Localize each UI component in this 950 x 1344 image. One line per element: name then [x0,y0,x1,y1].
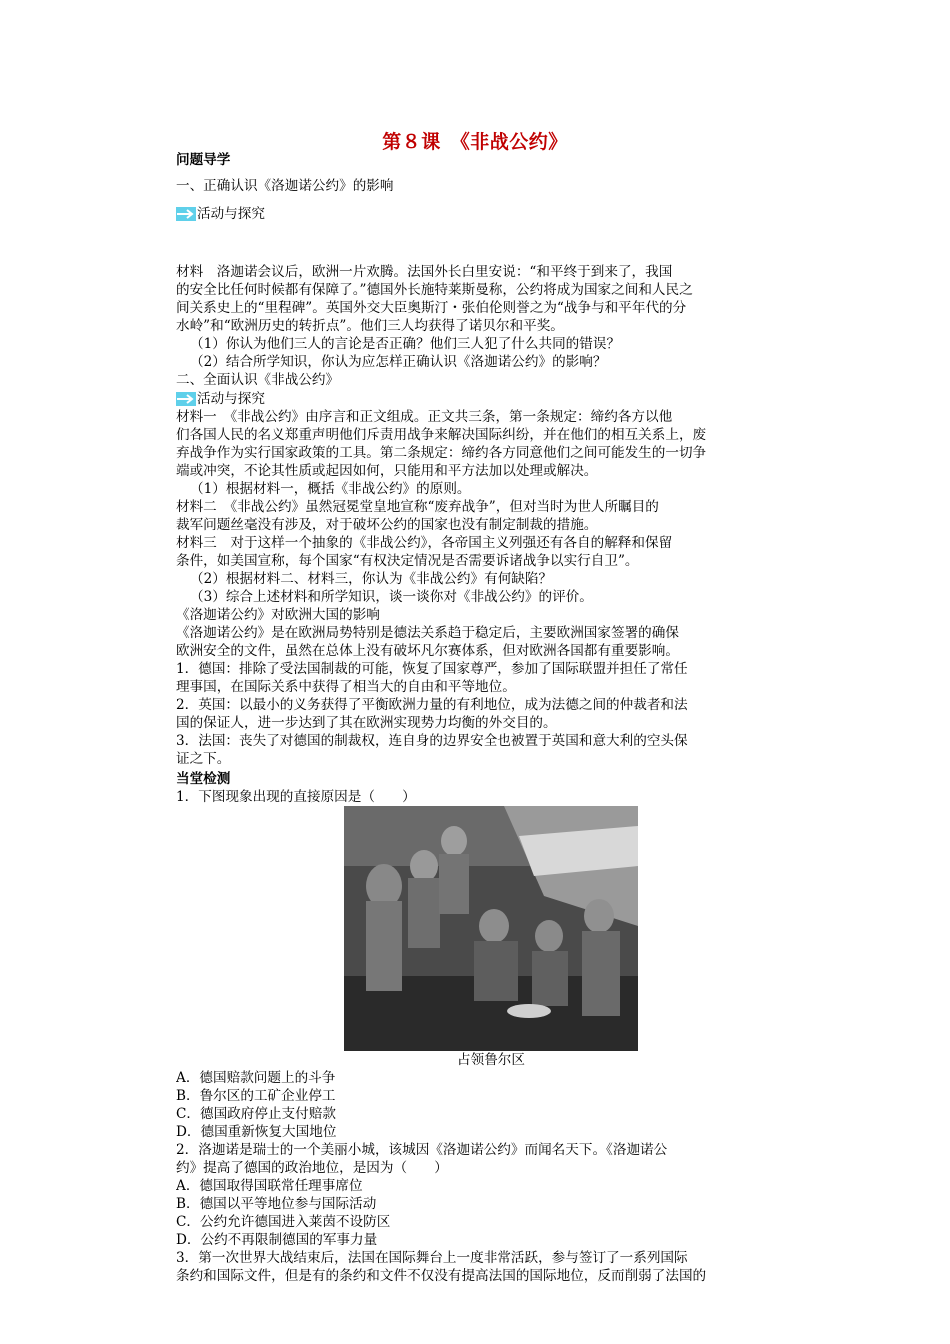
section-heading-test: 当堂检测 [176,771,231,787]
text-line: 理事国，在国际关系中获得了相当大的自由和平等地位。 [176,679,516,695]
text-line: 国的保证人，进一步达到了其在欧洲实现势力均衡的外交目的。 [176,715,557,731]
text-line: 材料三 对于这样一个抽象的《非战公约》，各帝国主义列强还有各自的解释和保留 [176,535,673,551]
occupation-photo [344,806,638,1051]
question-3-line: 3．第一次世界大战结束后，法国在国际舞台上一度非常活跃，参与签订了一系列国际 [176,1250,688,1266]
question-line: （1）你认为他们三人的言论是否正确？他们三人犯了什么共同的错误？ [190,336,621,352]
answer-option: C．公约允许德国进入莱茵不设防区 [176,1214,391,1230]
material-line: 间关系史上的“里程碑”。英国外交大臣奥斯汀・张伯伦则誉之为“战争与和平年代的分 [176,300,687,316]
text-line: 欧洲安全的文件，虽然在总体上没有破坏凡尔赛体系，但对欧洲各国都有重要影响。 [176,643,679,659]
part2-heading: 二、全面认识《非战公约》 [176,372,340,388]
text-line: 证之下。 [176,751,231,767]
question-2-line: 约》提高了德国的政治地位，是因为（ ） [176,1160,448,1176]
activity-label: 活动与探究 [197,206,265,222]
arrow-icon [176,392,196,406]
material-line: 水岭”和“欧洲历史的转折点”。他们三人均获得了诺贝尔和平奖。 [176,318,564,334]
text-line: 《洛迦诺公约》对欧洲大国的影响 [176,607,380,623]
text-line: 裁军问题丝毫没有涉及，对于破坏公约的国家也没有制定制裁的措施。 [176,517,598,533]
text-line: 端或冲突，不论其性质或起因如何，只能用和平方法加以处理或解决。 [176,463,598,479]
answer-option: D．德国重新恢复大国地位 [176,1124,337,1140]
answer-option: B．德国以平等地位参与国际活动 [176,1196,377,1212]
text-line: 2．英国：以最小的义务获得了平衡欧洲力量的有利地位，成为法德之间的仲裁者和法 [176,697,688,713]
part1-heading: 一、正确认识《洛迦诺公约》的影响 [176,178,394,194]
text-line: 《洛迦诺公约》是在欧洲局势特别是德法关系趋于稳定后，主要欧洲国家签署的确保 [176,625,679,641]
answer-option: C．德国政府停止支付赔款 [176,1106,336,1122]
answer-option: B．鲁尔区的工矿企业停工 [176,1088,336,1104]
material-line: 的安全比任何时候都有保障了。”德国外长施特莱斯曼称，公约将成为国家之间和人民之 [176,282,693,298]
question-3-line: 条约和国际文件，但是有的条约和文件不仅没有提高法国的国际地位，反而削弱了法国的 [176,1268,707,1284]
text-line: （2）根据材料二、材料三，你认为《非战公约》有何缺陷？ [190,571,553,587]
photo-caption: 占领鲁尔区 [457,1052,525,1068]
material-line: 材料 洛迦诺会议后，欧洲一片欢腾。法国外长白里安说：“和平终于到来了，我国 [176,264,673,280]
text-line: 材料二 《非战公约》虽然冠冕堂皇地宣称“废弃战争”，但对当时为世人所瞩目的 [176,499,659,515]
text-line: 1．德国：排除了受法国制裁的可能，恢复了国家尊严，参加了国际联盟并担任了常任 [176,661,688,677]
text-line: 弃战争作为实行国家政策的工具。第二条规定：缔约各方同意他们之间可能发生的一切争 [176,445,707,461]
activity-label: 活动与探究 [197,391,265,407]
answer-option: A．德国赔款问题上的斗争 [176,1070,336,1086]
text-line: 3．法国：丧失了对德国的制裁权，连自身的边界安全也被置于英国和意大利的空头保 [176,733,688,749]
text-line: 材料一 《非战公约》由序言和正文组成。正文共三条，第一条规定：缔约各方以他 [176,409,673,425]
text-line: 条件，如美国宣称，每个国家“有权決定情况是否需要诉诸战争以实行自卫”。 [176,553,639,569]
answer-option: D．公约不再限制德国的军事力量 [176,1232,378,1248]
activity-row-2 [176,390,782,408]
text-line: （1）根据材料一，概括《非战公约》的原则。 [190,481,471,497]
arrow-icon [176,207,196,221]
question-line: （2）结合所学知识，你认为应怎样正确认识《洛迦诺公约》的影响？ [190,354,607,370]
section-heading-guide: 问题导学 [176,152,231,168]
text-line: 们各国人民的名义郑重声明他们斥责用战争来解决国际纠纷，并在他们的相互关系上，废 [176,427,707,443]
question-2-line: 2．洛迦诺是瑞士的一个美丽小城，该城因《洛迦诺公约》而闻名天下。《洛迦诺公 [176,1142,668,1158]
lesson-title: 第８课 《非战公约》 [382,131,568,153]
text-line: （3）综合上述材料和所学知识，谈一谈你对《非战公约》的评价。 [190,589,593,605]
answer-option: A．德国取得国联常任理事席位 [176,1178,363,1194]
activity-row-1 [176,205,782,223]
question-1: 1．下图现象出现的直接原因是（ ） [176,789,416,805]
